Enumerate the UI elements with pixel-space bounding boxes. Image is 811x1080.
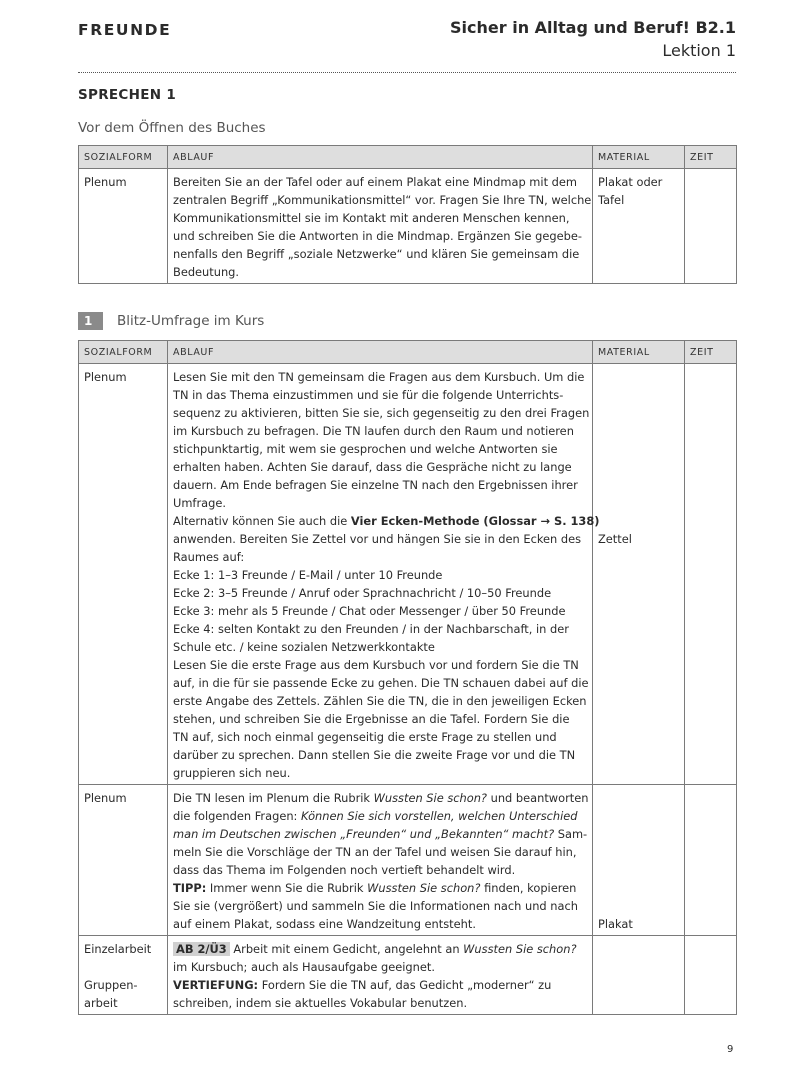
header-ablauf: ABLAUF [168,146,593,169]
cell-text: Ecke 1: 1–3 Freunde / E-Mail / unter 10 Freunde [173,568,443,582]
cell-text: auf, in die für sie passende Ecke zu gehen. Die TN schauen dabei auf die [173,676,589,690]
cell-text: zentralen Begriff „Kommunikationsmittel“ vor. Fragen Sie Ihre TN, welche [173,193,592,207]
section-title: SPRECHEN 1 [78,87,177,103]
cell-text: dauern. Am Ende befragen Sie einzelne TN nach den Ergebnissen ihrer [173,478,578,492]
cell-text: gruppieren sich neu. [173,766,291,780]
header-ablauf: ABLAUF [168,341,593,364]
text-run: die folgenden Fragen: [173,809,302,823]
text-run: Arbeit mit einem Gedicht, angelehnt an [229,942,464,956]
cell-text: arbeit [84,996,118,1010]
workbook-reference-badge: AB 2/Ü3 [173,942,230,956]
cell-ablauf [168,785,593,936]
cell-text: Schule etc. / keine sozialen Netzwerkkontakte [173,640,435,654]
exercise-heading [78,312,264,330]
text-run: Fordern Sie die TN auf, das Gedicht „moderner“ zu [258,978,552,992]
cell-sozialform [79,169,168,284]
cell-text: Ecke 2: 3–5 Freunde / Anruf oder Sprachnachricht / 10–50 Freunde [173,586,552,600]
cell-text: Ecke 4: selten Kontakt zu den Freunden / in der Nachbarschaft, in der [173,622,569,636]
text-run-italic: Wussten Sie schon? [373,791,487,805]
cell-sozialform [79,785,168,936]
cell-sozialform [79,364,168,785]
page-number: 9 [727,1044,734,1055]
exercise-title: Blitz-Umfrage im Kurs [117,313,265,329]
cell-text: im Kursbuch; auch als Hausaufgabe geeignet. [173,960,435,974]
book-title: Sicher in Alltag und Beruf! B2.1 [450,18,736,37]
cell-text: TN auf, sich noch einmal gegenseitig die erste Frage zu stellen und [173,730,557,744]
cell-text: Plakat oder [598,175,663,189]
table-row [79,169,737,284]
cell-text-line [173,512,600,530]
page-header [78,18,736,76]
cell-text: Plenum [84,791,127,805]
lesson-label: Lektion 1 [662,41,736,60]
cell-ablauf [168,936,593,1015]
cell-text: Umfrage. [173,496,226,510]
text-run-italic: man im Deutschen zwischen „Freunden“ und „Bekannten“ macht? [173,827,555,841]
cell-text: Bereiten Sie an der Tafel oder auf einem Plakat eine Mindmap mit dem [173,175,577,189]
cell-text: nenfalls den Begriff „soziale Netzwerke“ und klären Sie gemeinsam die [173,247,580,261]
text-run-italic: Wussten Sie schon? [463,942,577,956]
cell-material [593,936,685,1015]
cell-text: meln Sie die Vorschläge der TN an der Tafel und weisen Sie darauf hin, [173,845,577,859]
cell-text: darüber zu sprechen. Dann stellen Sie die zweite Frage vor und die TN [173,748,576,762]
cell-text: stichpunktartig, mit wem sie gesprochen und welche Antworten sie [173,442,558,456]
cell-sozialform [79,936,168,1015]
cell-text: Gruppen- [84,978,138,992]
cell-text-line [173,940,587,958]
cell-text-line [173,976,587,994]
cell-text: erhalten haben. Achten Sie darauf, dass die Gespräche nicht zu lange [173,460,572,474]
cell-text: Plakat [598,917,633,931]
cell-ablauf [168,169,593,284]
cell-zeit [685,364,737,785]
cell-text-line [173,825,587,843]
cell-text-line [173,807,587,825]
cell-text-line [173,789,587,807]
tipp-label: TIPP: [173,881,207,895]
text-run-italic: Können Sie sich vorstellen, welchen Unterschied [301,809,578,823]
cell-text-line [173,879,587,897]
text-run: Die TN lesen im Plenum die Rubrik [173,791,374,805]
cell-text: Kommunikationsmittel sie im Kontakt mit anderen Menschen kennen, [173,211,570,225]
vertiefung-label: VERTIEFUNG: [173,978,259,992]
cell-text: Lesen Sie die erste Frage aus dem Kursbuch vor und fordern Sie die TN [173,658,579,672]
cell-text: Ecke 3: mehr als 5 Freunde / Chat oder Messenger / über 50 Freunde [173,604,566,618]
text-run: Sam- [554,827,588,841]
header-sozialform: SOZIALFORM [79,341,168,364]
cell-ablauf [168,364,600,785]
cell-text: Bedeutung. [173,265,240,279]
cell-text: schreiben, indem sie aktuelles Vokabular benutzen. [173,996,468,1010]
cell-material [593,364,685,785]
cell-zeit [685,936,737,1015]
text-run: finden, kopieren [480,881,577,895]
cell-text: und schreiben Sie die Antworten in die Mindmap. Ergänzen Sie gegebe- [173,229,583,243]
cell-text: Raumes auf: [173,550,245,564]
lesson-plan-table-2 [78,340,737,1015]
cell-zeit [685,785,737,936]
cell-text: im Kursbuch zu befragen. Die TN laufen durch den Raum und notieren [173,424,574,438]
text-run: Immer wenn Sie die Rubrik [206,881,368,895]
header-zeit: ZEIT [685,146,737,169]
text-run: Alternativ können Sie auch die [173,514,351,528]
cell-text: auf einem Plakat, sodass eine Wandzeitung entsteht. [173,917,476,931]
cell-material [593,169,685,284]
header-divider [78,72,736,73]
cell-material [593,785,685,936]
header-material: MATERIAL [593,341,685,364]
method-reference: Vier Ecken-Methode (Glossar → S. 138) [350,514,600,528]
chapter-brand: FREUNDE [78,21,172,39]
cell-text: stehen, und schreiben Sie die Ergebnisse an die Tafel. Fordern Sie die [173,712,570,726]
header-zeit: ZEIT [685,341,737,364]
cell-text: Sie sie (vergrößert) und sammeln Sie die Informationen nach und nach [173,899,578,913]
table-row [79,364,737,785]
cell-text: TN in das Thema einzustimmen und sie für die folgende Unterrichts- [173,388,564,402]
header-sozialform: SOZIALFORM [79,146,168,169]
text-run-italic: Wussten Sie schon? [367,881,481,895]
cell-text: Zettel [598,532,632,546]
cell-text: Einzelarbeit [84,942,152,956]
table-row [79,785,737,936]
lesson-plan-table-1 [78,145,737,284]
cell-text: Tafel [598,193,625,207]
cell-text: anwenden. Bereiten Sie Zettel vor und hängen Sie sie in den Ecken des [173,532,582,546]
cell-text: sequenz zu aktivieren, bitten Sie sie, sich gegenseitig zu den drei Fragen [173,406,590,420]
text-run: und beantworten [486,791,589,805]
cell-text: Plenum [84,370,127,384]
cell-text: Lesen Sie mit den TN gemeinsam die Fragen aus dem Kursbuch. Um die [173,370,585,384]
header-material: MATERIAL [593,146,685,169]
table-row [79,936,737,1015]
exercise-number: 1 [78,312,103,330]
table-header-row [79,146,737,169]
cell-text: dass das Thema im Folgenden noch vertieft behandelt wird. [173,863,516,877]
cell-text: Plenum [84,175,127,189]
cell-zeit [685,169,737,284]
table-header-row [79,341,737,364]
subsection-title: Vor dem Öffnen des Buches [78,120,266,136]
cell-text: erste Angabe des Zettels. Zählen Sie die TN, die in den jeweiligen Ecken [173,694,587,708]
